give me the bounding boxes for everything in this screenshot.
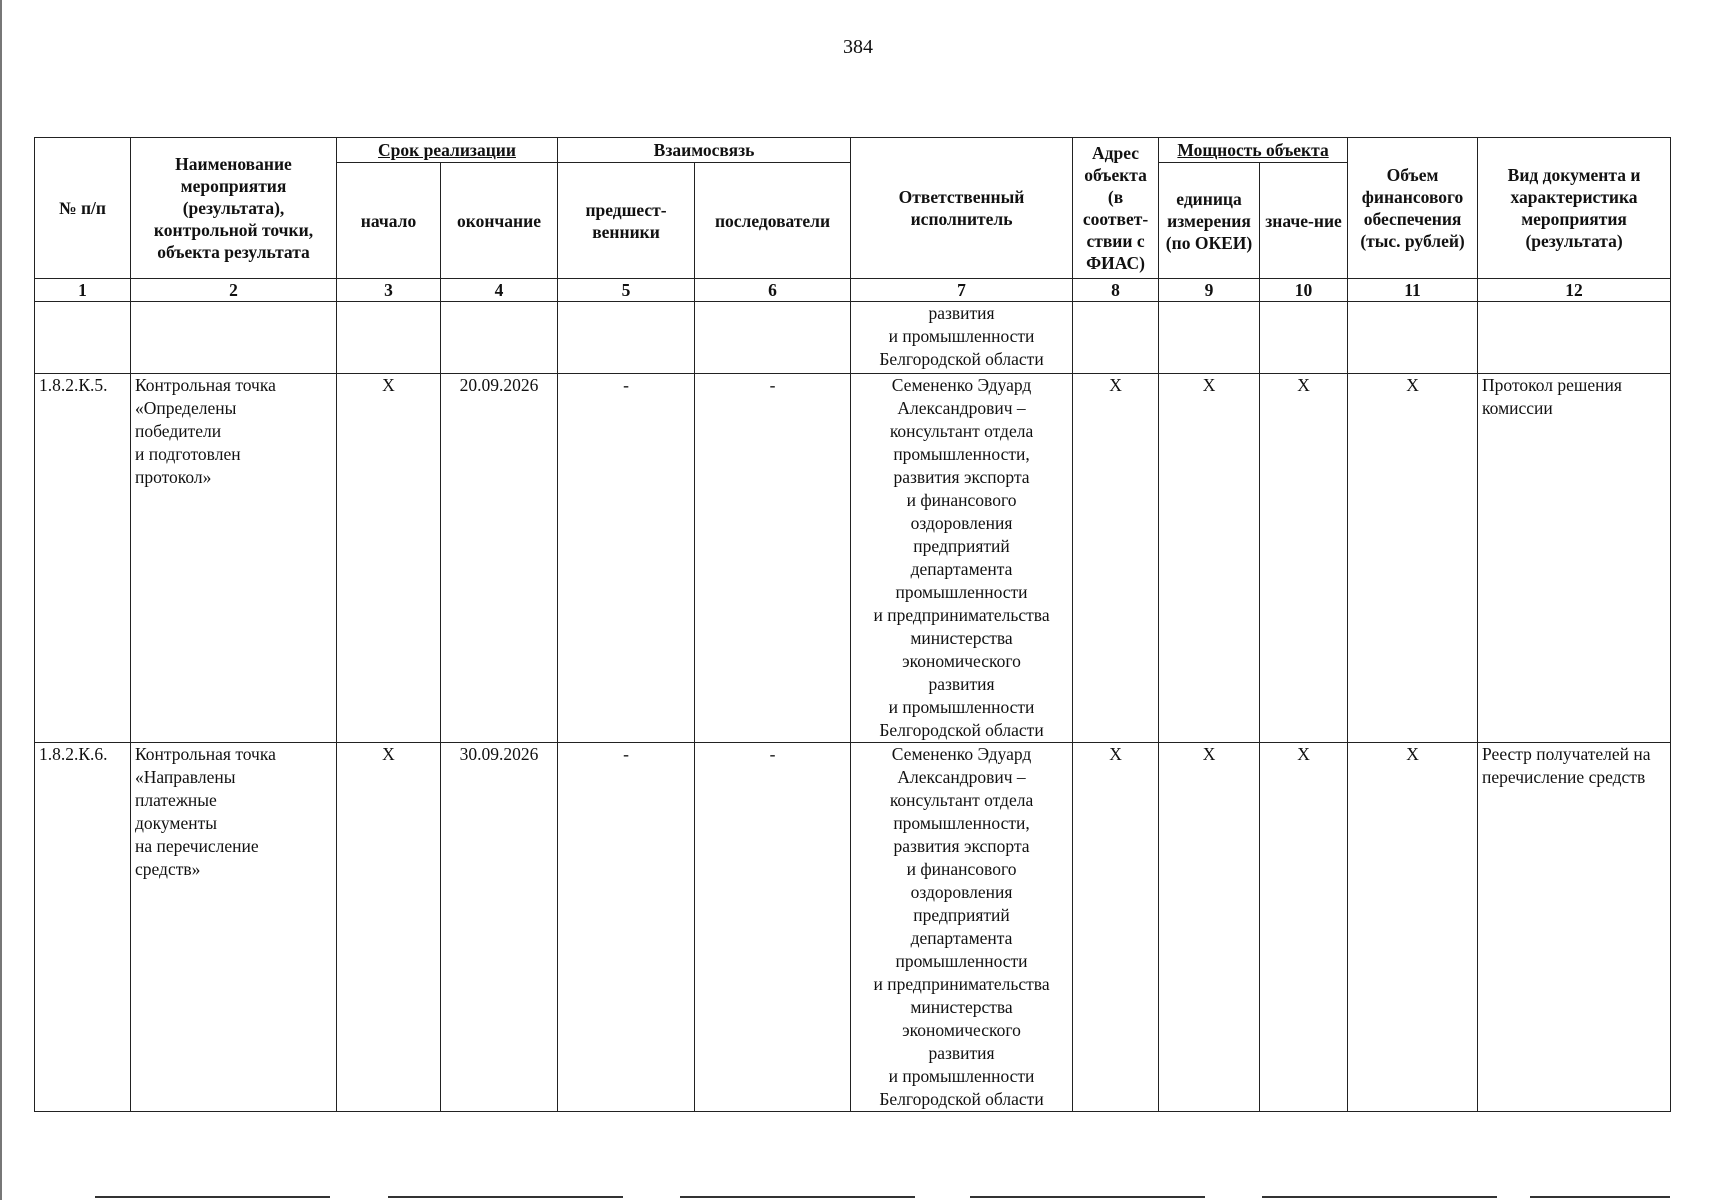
header-executor: Ответственный исполнитель xyxy=(851,138,1073,279)
cell-empty xyxy=(1348,302,1478,374)
column-number: 11 xyxy=(1348,279,1478,302)
cell-unit: X xyxy=(1159,743,1260,1112)
header-term-group: Срок реализации xyxy=(337,138,558,163)
footer-rule xyxy=(680,1196,915,1198)
column-number-row xyxy=(35,279,1671,302)
cell-financing: X xyxy=(1348,743,1478,1112)
cell-end: 20.09.2026 xyxy=(441,374,558,743)
column-number: 5 xyxy=(558,279,695,302)
header-address: Адрес объекта (в соответ-ствии с ФИАС) xyxy=(1073,138,1159,279)
cell-value: X xyxy=(1260,743,1348,1112)
cell-address: X xyxy=(1073,374,1159,743)
header-successors: последователи xyxy=(695,163,851,279)
cell-empty xyxy=(558,302,695,374)
column-number: 10 xyxy=(1260,279,1348,302)
column-number: 12 xyxy=(1478,279,1671,302)
cell-executor: Семененко Эдуард Александрович – консультант отдела промышленности, развития экспорта и финансового оздоровления предприятий департамента промышленности и предпринимательства министерства экономического развития и промышленности Белгородской области xyxy=(851,743,1073,1112)
cell-predecessors: - xyxy=(558,743,695,1112)
cell-successors: - xyxy=(695,374,851,743)
cell-empty xyxy=(35,302,131,374)
cell-doc-type: Протокол решения комиссии xyxy=(1478,374,1671,743)
column-number: 1 xyxy=(35,279,131,302)
column-number: 6 xyxy=(695,279,851,302)
column-number: 7 xyxy=(851,279,1073,302)
cell-no: 1.8.2.К.5. xyxy=(35,374,131,743)
cell-empty xyxy=(1260,302,1348,374)
header-capacity-group: Мощность объекта xyxy=(1159,138,1348,163)
table-row xyxy=(35,743,1671,1112)
header-name: Наименование мероприятия (результата), контрольной точки, объекта результата xyxy=(131,138,337,279)
footer-rule xyxy=(1530,1196,1670,1198)
cell-executor: развития и промышленности Белгородской области xyxy=(851,302,1073,374)
header-relation-group: Взаимосвязь xyxy=(558,138,851,163)
column-number: 2 xyxy=(131,279,337,302)
cell-empty xyxy=(1159,302,1260,374)
header-financing: Объем финансового обеспечения (тыс. рублей) xyxy=(1348,138,1478,279)
binding-edge-line xyxy=(0,0,2,1200)
cell-empty xyxy=(441,302,558,374)
header-value: значе-ние xyxy=(1260,163,1348,279)
cell-no: 1.8.2.К.6. xyxy=(35,743,131,1112)
cell-executor: Семененко Эдуард Александрович – консультант отдела промышленности, развития экспорта и финансового оздоровления предприятий департамента промышленности и предпринимательства министерства экономического развития и промышленности Белгородской области xyxy=(851,374,1073,743)
cell-address: X xyxy=(1073,743,1159,1112)
page-number: 384 xyxy=(843,36,873,58)
cell-name: Контрольная точка «Направлены платежные документы на перечисление средств» xyxy=(131,743,337,1112)
column-number: 4 xyxy=(441,279,558,302)
continuation-row xyxy=(35,302,1671,374)
cell-empty xyxy=(337,302,441,374)
cell-empty xyxy=(1073,302,1159,374)
header-row-top xyxy=(35,138,1671,163)
cell-end: 30.09.2026 xyxy=(441,743,558,1112)
cell-doc-type: Реестр получателей на перечисление средств xyxy=(1478,743,1671,1112)
column-number: 3 xyxy=(337,279,441,302)
cell-predecessors: - xyxy=(558,374,695,743)
footer-rule xyxy=(95,1196,330,1198)
cell-name: Контрольная точка «Определены победители и подготовлен протокол» xyxy=(131,374,337,743)
header-predecessors: предшест-венники xyxy=(558,163,695,279)
footer-rule xyxy=(1262,1196,1497,1198)
header-no: № п/п xyxy=(35,138,131,279)
column-number: 8 xyxy=(1073,279,1159,302)
cell-start: X xyxy=(337,743,441,1112)
cell-empty xyxy=(1478,302,1671,374)
footer-rule xyxy=(388,1196,623,1198)
header-start: начало xyxy=(337,163,441,279)
header-doc-type: Вид документа и характеристика мероприятия (результата) xyxy=(1478,138,1671,279)
cell-financing: X xyxy=(1348,374,1478,743)
header-unit: единица измерения (по ОКЕИ) xyxy=(1159,163,1260,279)
cell-empty xyxy=(695,302,851,374)
column-number: 9 xyxy=(1159,279,1260,302)
cell-start: X xyxy=(337,374,441,743)
cell-empty xyxy=(131,302,337,374)
cell-unit: X xyxy=(1159,374,1260,743)
header-end: окончание xyxy=(441,163,558,279)
cell-value: X xyxy=(1260,374,1348,743)
table-row xyxy=(35,374,1671,743)
implementation-plan-table xyxy=(34,137,1671,1112)
footer-rule xyxy=(970,1196,1205,1198)
cell-successors: - xyxy=(695,743,851,1112)
